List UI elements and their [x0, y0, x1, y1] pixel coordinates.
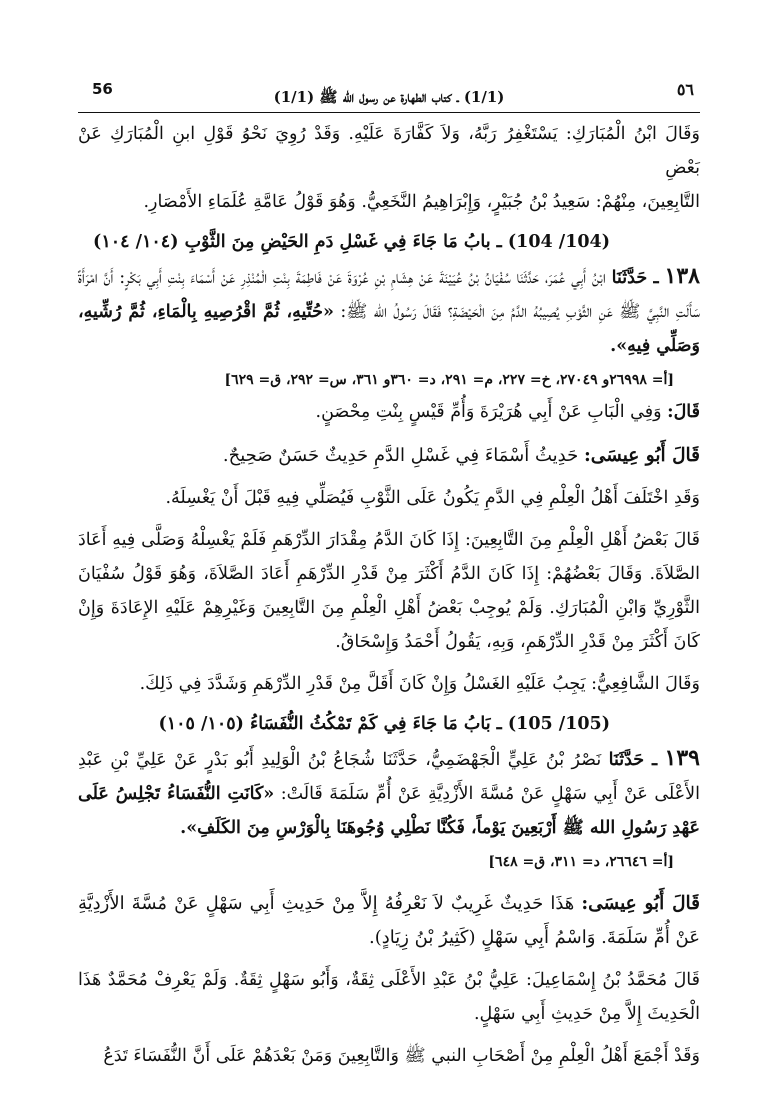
- hadith-matn: «حُتِّيهِ، ثُمَّ اقْرُصِيهِ بِالْمَاءِ، ثُمَّ رُشِّيهِ، وَصَلِّي فِيهِ».: [78, 302, 700, 356]
- chapter-heading-105: (105/ 105) ـ بَابُ مَا جَاءَ فِي كَمْ تَمْكُثُ النُّفَسَاءُ (١٠٥/ ١٠٥): [158, 714, 610, 734]
- haddathana-label: ـ حَدَّثَنَا: [611, 268, 659, 288]
- paragraph-bukhari: قَالَ مُحَمَّدُ بْنُ إِسْمَاعِيلَ: عَلِيُّ بْنُ عَبْدِ الأَعْلَى ثِقَةٌ، وَأَبُو سَهْلٍ ثِقَةٌ. وَلَمْ يَعْرِفْ مُحَمَّدٌ هَذَا الْحَدِيثَ إِلاَّ مِنْ حَدِيثِ أَبِي سَهْلٍ.: [78, 970, 700, 1024]
- paragraph-shafii: وَقَالَ الشَّافِعِيُّ: يَجِبُ عَلَيْهِ الغَسْلُ وَإِنْ كَانَ أَقَلَّ مِنْ قَدْرِ الدِّرْهَمِ وَشَدَّدَ فِي ذَلِكَ.: [139, 674, 700, 694]
- page-header: [78, 74, 700, 113]
- intro-line-2: التَّابِعِينَ، مِنْهُمْ: سَعِيدُ بْنُ جُبَيْرٍ، وَإِبْرَاهِيمُ النَّخَعِيُّ. وَهُوَ قَوْلُ عَامَّةِ عُلَمَاءِ الأَمْصَارِ.: [143, 192, 700, 212]
- book-page: [78, 74, 700, 1073]
- abu-isa-grading-2: [78, 887, 700, 955]
- chapter-heading-104: (104/ 104) ـ بابُ مَا جَاءَ فِي غَسْلِ دَمِ الحَيْضِ مِنَ الثَّوْبِ (١٠٤/ ١٠٤): [93, 232, 610, 252]
- hadith-reference: [أ= ٢٦٦٤٦، د= ٣١١، ق= ٦٤٨]: [488, 854, 674, 870]
- hadith-139: [78, 741, 700, 845]
- bab-text: وَفِي الْبَابِ عَنْ أَبِي هُرَيْرَةَ وَأُمِّ قَيْسٍ بِنْتِ مِحْصَنٍ.: [315, 402, 662, 422]
- abu-isa-text: حَدِيثُ أَسْمَاءَ فِي غَسْلِ الدَّمِ حَدِيثٌ حَسَنٌ صَحِيحٌ.: [222, 445, 579, 466]
- abu-isa-label: قَالَ أَبُو عِيسَى:: [583, 445, 700, 466]
- paragraph-ikhtilaf: وَقَدِ اخْتَلَفَ أَهْلُ الْعِلْمِ فِي الدَّمِ يَكُونُ عَلَى الثَّوْبِ فَيُصَلِّي فِيهِ قَبْلَ أَنْ يَغْسِلَهُ.: [165, 488, 700, 508]
- haddathana-label: ـ حَدَّثَنَا: [608, 750, 658, 770]
- hadith-isnad: نَصْرُ بْنُ عَلِيٍّ الْجَهْضَمِيُّ، حَدَّثَنَا شُجَاعُ بْنُ الْوَلِيدِ أَبُو بَدْرٍ عَنْ عَلِيِّ بْنِ عَبْدِ الأَعْلَى عَنْ أَبِي سَهْلٍ عَنْ مُسَّةَ الأَزْدِيَّةِ عَنْ أُمِّ سَلَمَةَ قَالَتْ:: [78, 750, 700, 804]
- hadith-number: ١٣٩: [664, 745, 700, 771]
- abu-isa-text: هَذَا حَدِيثٌ غَرِيبٌ لاَ نَعْرِفُهُ إِلاَّ مِنْ حَدِيثِ أَبِي سَهْلٍ عَنْ مُسَّةَ الأَزْدِيَّةِ عَنْ أُمِّ سَلَمَةَ. وَاسْمُ أَبِي سَهْلٍ (كَثِيرُ بْنُ زِيَادٍ).: [78, 893, 700, 948]
- intro-line-1: وَقَالَ ابْنُ الْمُبَارَكِ: يَسْتَغْفِرُ رَبَّهُ، وَلاَ كَفَّارَةَ عَلَيْهِ. وَقَدْ رُوِيَ نَحْوُ قَوْلِ ابنِ الْمُبَارَكِ عَنْ بَعْضِ: [78, 124, 700, 178]
- hadith-isnad: ابْنُ أَبِي عُمَرَ، حَدَّثَنَا سُفْيَانُ بْنُ عُيَيْنَةَ عَنْ هِشَامِ بْنِ عُرْوَةَ عَنْ فَاطِمَةَ بِنْتِ الْمُنْذِرِ عَنْ أَسْمَاءَ بِنْتِ أَبِي بَكْرٍ: أَنَّ امْرَأَةً سَأَلَتِ النَّبِيَّ ﷺ عَنِ الثَّوْبِ يُصِيبُهُ الدَّمُ مِنَ الْحَيْضَةِ؟ فَقَالَ رَسُولُ الله ﷺ:: [78, 268, 700, 322]
- page-number-latin: 56: [92, 80, 113, 98]
- bab-note: [78, 395, 700, 429]
- hadith-number: ١٣٨: [664, 263, 700, 289]
- abu-isa-label: قَالَ أَبُو عِيسَى:: [581, 893, 700, 914]
- abu-isa-grading-1: [78, 439, 700, 473]
- running-title: (1/1) ـ كتاب الطهارة عن رسول الله ﷺ (1/1): [273, 88, 505, 106]
- hadith-reference: [أ= ٢٦٩٩٨و ٢٧٠٤٩، خ= ٢٢٧، م= ٢٩١، د= ٣٦٠و ٣٦١، س= ٢٩٢، ق= ٦٢٩]: [224, 372, 674, 388]
- paragraph-opinions: قَالَ بَعْضُ أَهْلِ الْعِلْمِ مِنَ التَّابِعِينَ: إِذَا كَانَ الدَّمُ مِقْدَارَ الدِّرْهَمِ فَلَمْ يَغْسِلْهُ وَصَلَّى فِيهِ أَعَادَ الصَّلاَةَ. وَقَالَ بَعْضُهُمْ: إِذَا كَانَ الدَّمُ أَكْثَرَ مِنْ قَدْرِ الدِّرْهَمِ أَعَادَ الصَّلاَةَ، وَهُوَ قَوْلُ سُفْيَانَ الثَّوْرِيِّ وَابْنِ الْمُبَارَكِ. وَلَمْ يُوجِبْ بَعْضُ أَهْلِ الْعِلْمِ مِنَ التَّابِعِينَ وَغَيْرِهِمْ عَلَيْهِ الإِعَادَةَ وَإِنْ كَانَ أَكْثَرَ مِنْ قَدْرِ الدِّرْهَمِ، وَبِهِ، يَقُولُ أَحْمَدُ وَإِسْحَاقُ.: [78, 530, 700, 652]
- page-number-arabic: ٥٦: [676, 80, 694, 99]
- hadith-138: [78, 259, 700, 363]
- bab-label: قَالَ:: [667, 402, 700, 422]
- hadith-matn: «كَانَتِ النُّفَسَاءُ تَجْلِسُ عَلَى عَهْدِ رَسُولِ الله ﷺ أَرْبَعِينَ يَوْماً، فَكُنَّا نَطْلِي وُجُوهَنَا بِالْوَرْسِ مِنَ الكَلَفِ».: [78, 784, 700, 838]
- paragraph-ijma: وَقَدْ أَجْمَعَ أَهْلُ الْعِلْمِ مِنْ أَصْحَابِ النبي ﷺ وَالتَّابِعِينَ وَمَنْ بَعْدَهُمْ عَلَى أَنَّ النُّفَسَاءَ تَدَعُ: [103, 1046, 700, 1066]
